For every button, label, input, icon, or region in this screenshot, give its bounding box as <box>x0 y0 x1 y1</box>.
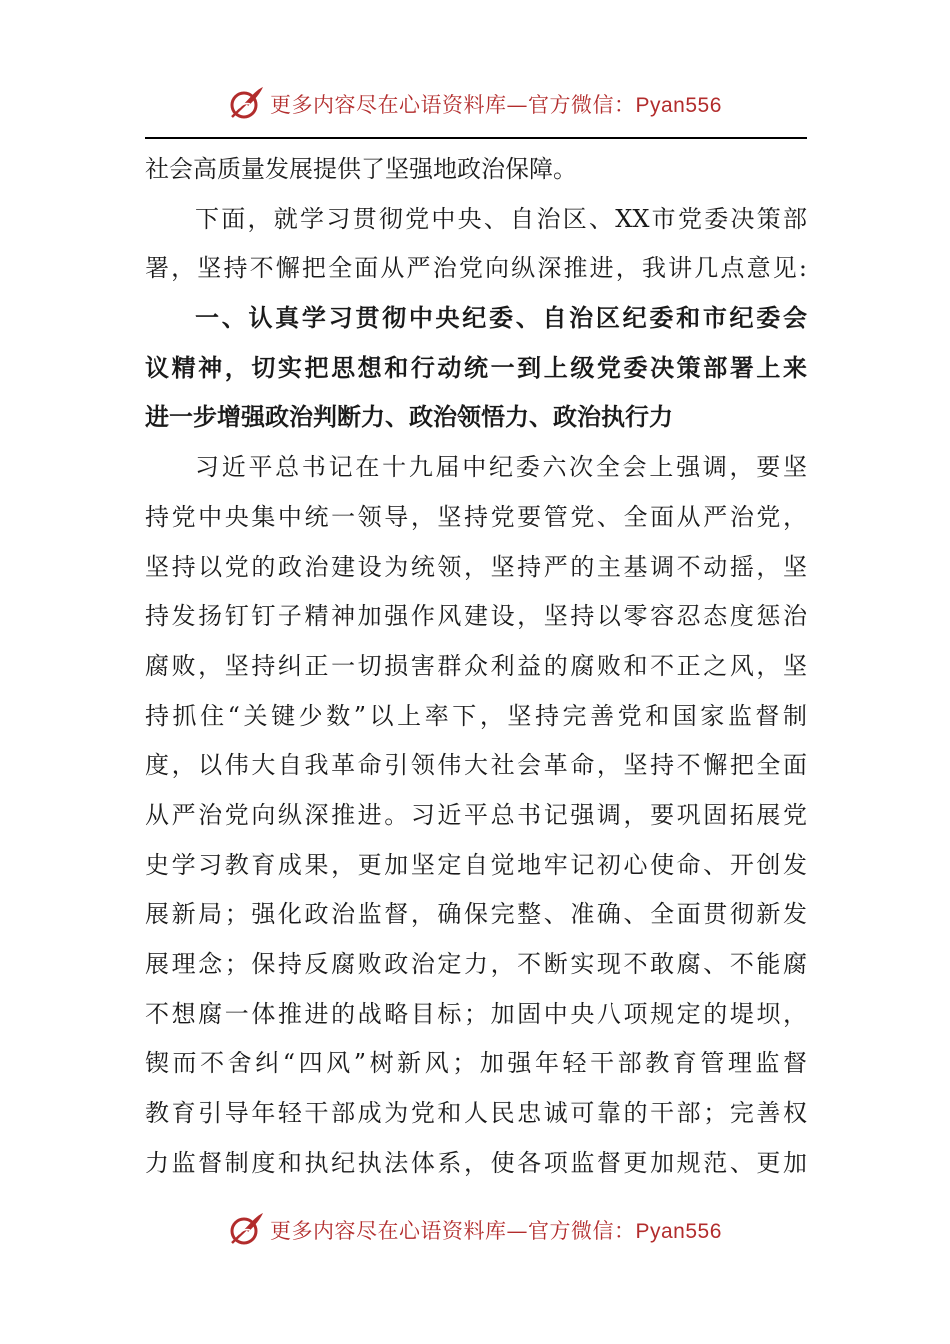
watermark-header <box>0 82 950 126</box>
text-line: 议精神，切实把思想和行动统一到上级党委决策部署上来 <box>145 353 807 382</box>
text-line: 不想腐一体推进的战略目标；加固中央八项规定的堤坝， <box>145 999 807 1028</box>
quill-logo-icon <box>226 1210 266 1250</box>
text-line: 习近平总书记在十九届中纪委六次全会上强调，要坚 <box>195 453 807 482</box>
wechat-id: Pyan556 <box>635 94 722 117</box>
watermark-text: 更多内容尽在心语资料库—官方微信： <box>270 1219 636 1243</box>
text-line: 展理念；保持反腐败政治定力，不断实现不敢腐、不能腐 <box>145 950 807 978</box>
text-line: 力监督制度和执纪执法体系，使各项监督更加规范、更加 <box>145 1148 807 1177</box>
text-line: 持发扬钉钉子精神加强作风建设，坚持以零容忍态度惩治 <box>145 602 807 631</box>
watermark-footer <box>0 1208 950 1252</box>
document-body <box>145 145 807 1188</box>
text-line: 下面，就学习贯彻党中央、自治区、XX市党委决策部 <box>195 204 807 233</box>
text-line: 锲而不舍纠“四风”树新风；加强年轻干部教育管理监督 <box>145 1049 807 1078</box>
text-line: 腐败，坚持纠正一切损害群众利益的腐败和不正之风，坚 <box>145 651 807 680</box>
text-line: 进一步增强政治判断力、政治领悟力、政治执行力 <box>145 403 673 432</box>
text-line: 展新局；强化政治监督，确保完整、准确、全面贯彻新发 <box>145 900 807 929</box>
text-line: 从严治党向纵深推进。习近平总书记强调，要巩固拓展党 <box>145 800 807 829</box>
text-line: 持抓住“关键少数”以上率下，坚持完善党和国家监督制 <box>145 701 807 730</box>
text-line: 持党中央集中统一领导，坚持党要管党、全面从严治党， <box>145 502 807 531</box>
text-line: 史学习教育成果，更加坚定自觉地牢记初心使命、开创发 <box>145 850 807 879</box>
quill-logo-icon <box>226 84 266 124</box>
header-rule <box>145 137 807 139</box>
text-line: 社会高质量发展提供了坚强地政治保障。 <box>145 155 577 183</box>
text-line: 度，以伟大自我革命引领伟大社会革命，坚持不懈把全面 <box>145 751 807 780</box>
wechat-id: Pyan556 <box>635 1220 722 1243</box>
watermark-text: 更多内容尽在心语资料库—官方微信： <box>270 93 636 117</box>
text-line: 署，坚持不懈把全面从严治党向纵深推进，我讲几点意见: <box>145 254 807 283</box>
text-line: 坚持以党的政治建设为统领，坚持严的主基调不动摇，坚 <box>145 552 807 581</box>
text-line: 一、认真学习贯彻中央纪委、自治区纪委和市纪委会 <box>195 304 807 333</box>
text-line: 教育引导年轻干部成为党和人民忠诚可靠的干部；完善权 <box>145 1099 807 1128</box>
